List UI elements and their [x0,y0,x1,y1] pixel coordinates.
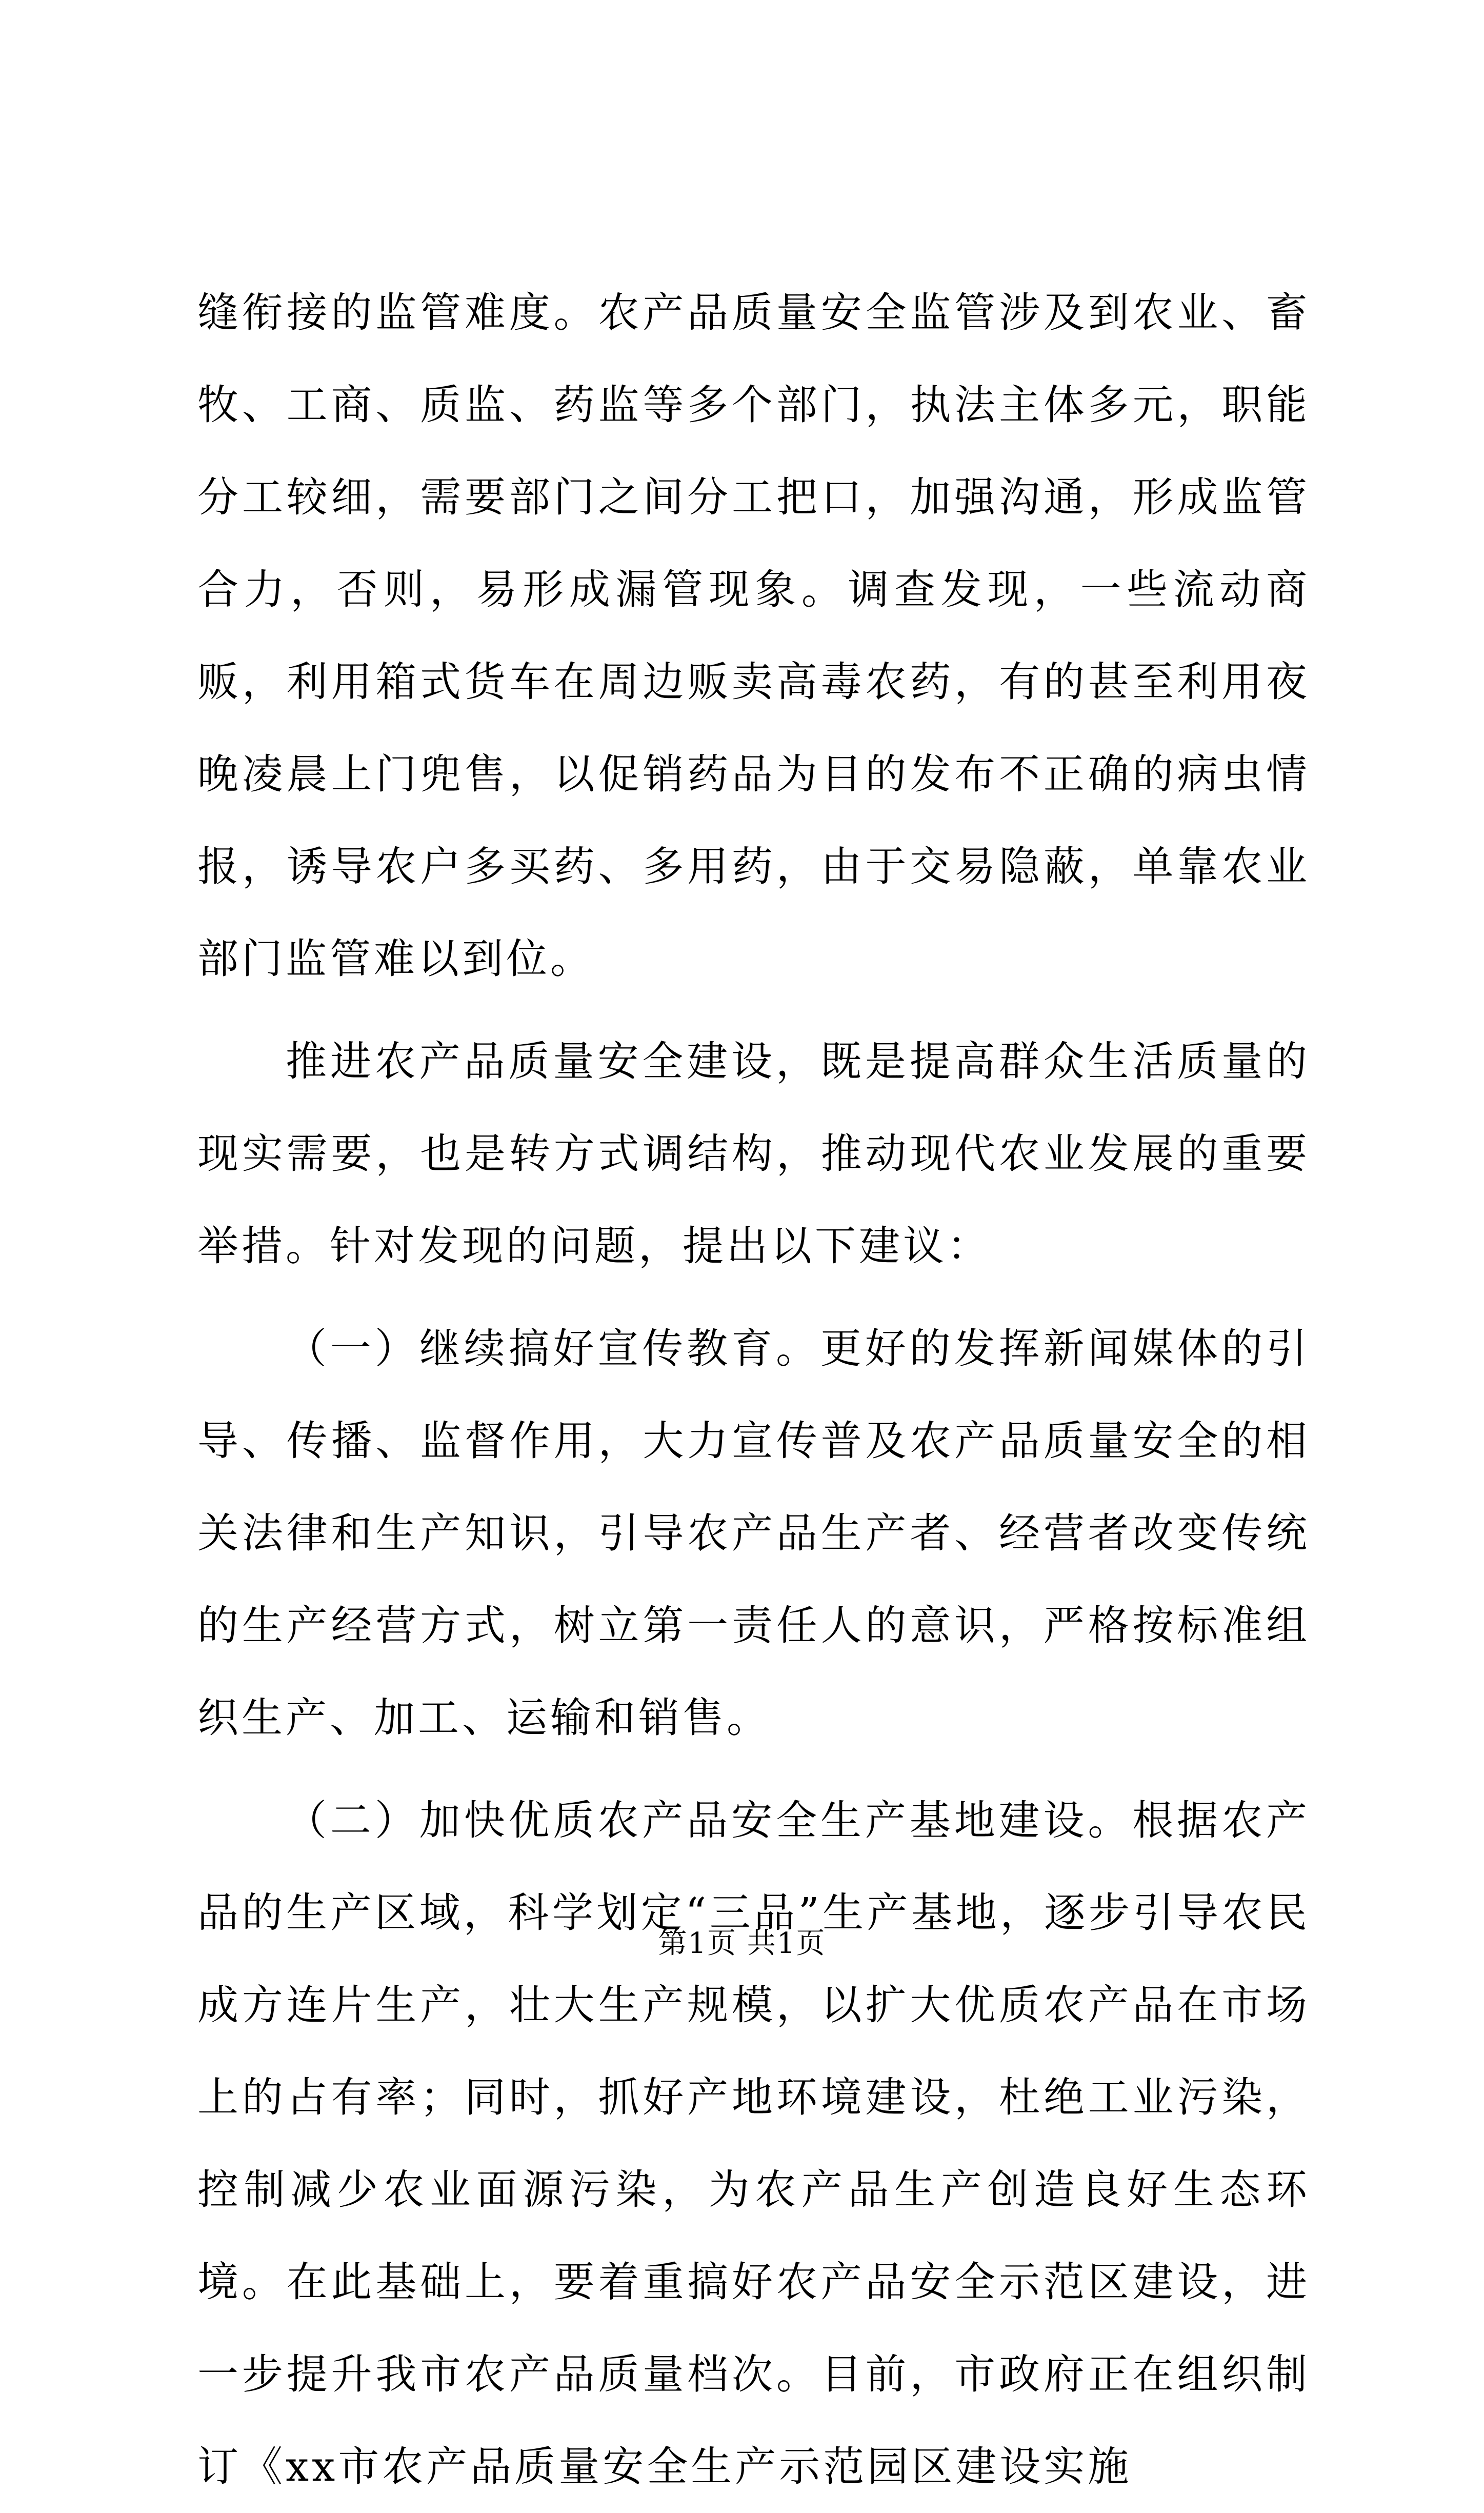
paragraph-intro-suggestions: 推进农产品质量安全建设，既是提高群众生活质量的现实需要，也是转方式调结构，推动现代农业发展的重要举措。针对发现的问题，提出以下建议： [197,1038,1310,1270]
paragraph-continuation: 缝衔接的监管难度。农产品质量安全监管涉及到农业、畜牧、工商、质监、药监等多个部门，执法主体多元，职能分工较细，需要部门之间分工把口，加强沟通，形成监管合力，否则，易形成漏管现象。调查发现，一些流动商贩，利用箱式货车在周边贩卖高毒农药，有的甚至利用夜晚凌晨上门兜售，以促销药品为目的发布不正确的病虫情报，诱导农户多买药、多用药，由于交易隐蔽，单靠农业部门监管难以到位。 [197,289,1310,983]
page-footer: 第1页 共1页 [658,1927,826,1960]
paragraph-suggestion-1: （一）继续搞好宣传教育。更好的发挥新闻媒体的引导、传播、监督作用，大力宣传普及农产品质量安全的相关法律和生产知识，引导农产品生产者、经营者改变传统的生产经营方式，树立第一责任人的意识，严格按标准组织生产、加工、运输和销售。 [197,1325,1310,1742]
paragraph-suggestion-2: （二）加快优质农产品安全生产基地建设。根据农产品的生产区域，科学划定“三品”生产基地，逐步引导农民成方连片生产，壮大生产规模，以扩大优质农产品在市场上的占有率；同时，抓好产地环境建设，杜绝工业污染，控制减少农业面源污染，为农产品生产创造良好生态环境。在此基础上，要着重搞好农产品安全示范区建设，进一步提升我市农产品质量档次。目前，市政府正在组织制订《xx市农产品质量安全生产示范园区建设实施 [197,1797,1310,2490]
document-body [197,267,1310,2513]
